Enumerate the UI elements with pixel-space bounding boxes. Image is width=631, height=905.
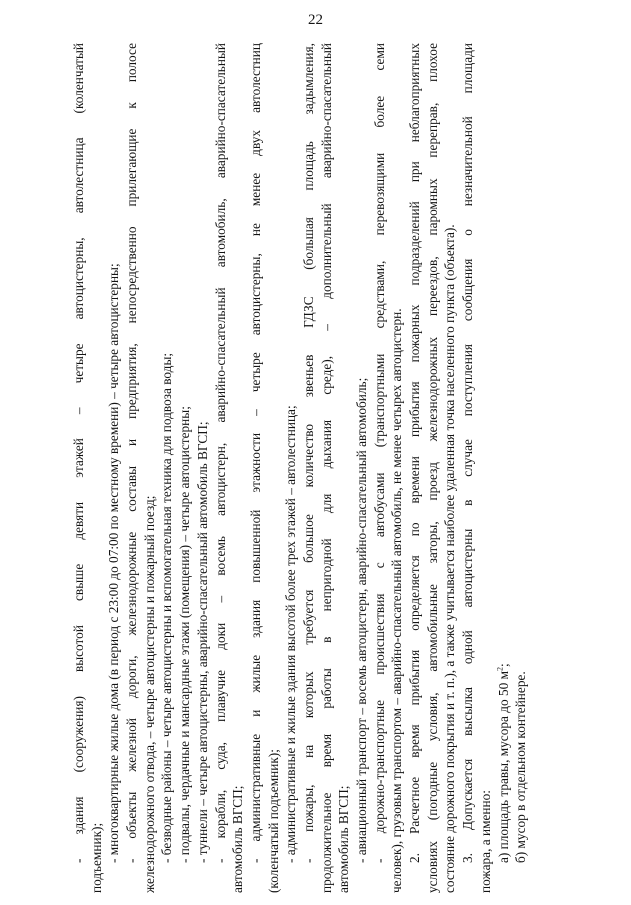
text-line (477, 43, 495, 893)
text-line (229, 43, 247, 893)
text-line-content: - административные и жилые здания высотой более трех этажей – автолестница; (283, 405, 299, 863)
text-line (123, 43, 141, 893)
text-line-content: человек), грузовым транспортом – аварийно-спасательный автомобиль, не менее четырех автоцистерн. (389, 308, 405, 893)
text-line (495, 43, 513, 893)
text-line-content: железнодорожного отвода, – четыре автоцистерны и пожарный поезд; (141, 495, 157, 893)
text-line (424, 43, 442, 893)
text-line-content: а) площадь травы, мусора до 50 м (495, 671, 511, 863)
text-line-content: - пожары, на которых требуется большое количество звеньев ГДЗС (большая площадь задымления, (300, 43, 316, 863)
text-line (70, 43, 88, 893)
text-line-content: (коленчатый подъемник); (265, 749, 281, 893)
text-line (459, 43, 477, 893)
text-line-content: - туннели – четыре автоцистерны, аварийно-спасательный автомобиль ВГСП; (194, 421, 210, 863)
text-line-content: продолжительное время работы в непригодной для дыхания среде), – дополнительный аварийно-спасательный (318, 43, 334, 893)
superscript: 2 (495, 667, 505, 671)
text-line-content: пожара, а именно: (477, 790, 493, 893)
text-line (88, 43, 106, 893)
text-line-content: подъемник); (88, 822, 104, 893)
text-line-content: - безводные районы – четыре автоцистерны и вспомогательная техника для подвоза воды; (159, 352, 175, 863)
text-line-tail: ; (495, 663, 511, 667)
text-line-content: - административные и жилые здания повышенной этажности – четыре автоцистерны, не менее двух автолестниц (247, 43, 263, 863)
text-line (265, 43, 283, 893)
text-line (141, 43, 159, 893)
text-line (388, 43, 406, 893)
text-line (247, 43, 265, 893)
text-line-content: - корабли, суда, плавучие доки – восемь автоцистерн, аварийно-спасательный автомобиль, аварийно-спасательный (212, 43, 228, 863)
text-line (282, 43, 300, 893)
text-line-content: 3. Допускается высылка одной автоцистерны в случае поступления сообщения о незначительной площади (460, 43, 476, 863)
text-line-content: - авиационный транспорт – восемь автоцистерн, аварийно-спасательный автомобиль; (354, 377, 369, 863)
text-line-content: - объекты железной дороги, железнодорожные составы и предприятия, непосредственно прилегающие к полосе (124, 43, 140, 863)
text-line (353, 43, 371, 893)
rotated-text-block (70, 43, 582, 893)
text-line-content: - многоквартирные жилые дома (в период с 23:00 до 07:00 по местному времени) – четыре автоцистерны; (106, 263, 122, 863)
text-line (335, 43, 353, 893)
text-line (158, 43, 176, 893)
text-line-content: состояние дорожного покрытия и т. п.), а также учитывается наиболее удаленная точка населенного пункта (объекта). (442, 224, 458, 893)
text-line-content: - подвалы, чердачные и мансардные этажи (помещения) – четыре автоцистерны; (177, 406, 193, 863)
page-number: 22 (308, 12, 323, 28)
text-line-content: 2. Расчетное время прибытия определяется по времени прибытия пожарных подразделений при неблагоприятных (407, 43, 423, 863)
text-line-content: б) мусор в отдельном контейнере. (513, 671, 529, 863)
text-line-content: условиях (погодные условия, автомобильные заторы, проезд железнодорожных переездов, паромных переправ, плохое (424, 43, 440, 893)
text-line (318, 43, 336, 893)
text-line (441, 43, 459, 893)
text-line (176, 43, 194, 893)
text-line-content: автомобиль ВГСП; (336, 785, 352, 893)
text-line (371, 43, 389, 893)
text-line (105, 43, 123, 893)
text-line (300, 43, 318, 893)
text-line-content: - здания (сооружения) высотой свыше девяти этажей – четыре автоцистерны, автолестница (коленчатый (71, 43, 86, 863)
text-line (194, 43, 212, 893)
text-line (212, 43, 230, 893)
text-line (512, 43, 530, 893)
text-line-content: - дорожно-транспортные происшествия с автобусами (транспортными средствами, перевозящими более семи (371, 43, 387, 863)
text-line-content: автомобиль ВГСП; (230, 785, 246, 893)
text-line (406, 43, 424, 893)
